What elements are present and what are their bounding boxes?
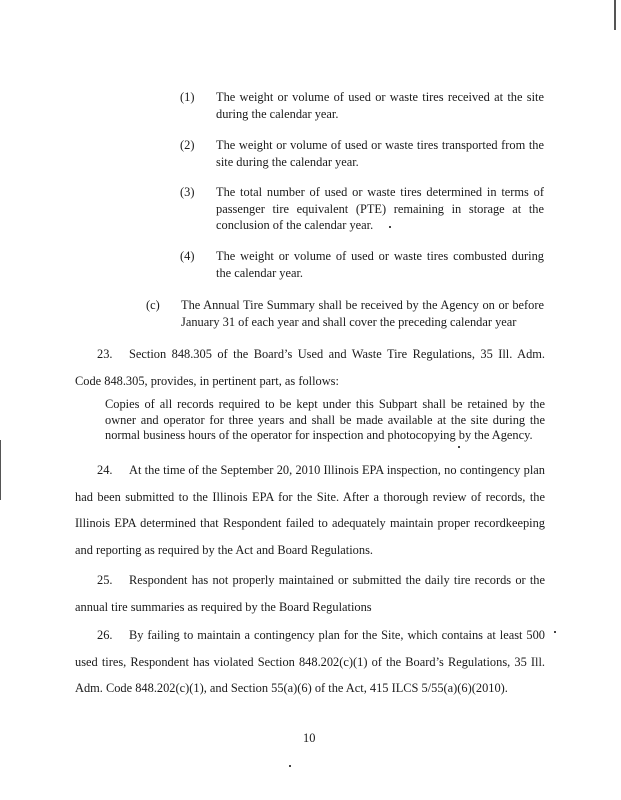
scan-edge-mark [614,0,616,30]
paragraph-25-number: 25. [97,573,113,587]
list-item-4-number: (4) [180,249,195,263]
paragraph-23 [75,341,545,394]
page-number: 10 [303,731,316,745]
list-item-2-number: (2) [180,138,195,152]
scan-edge-mark-left [0,440,1,500]
list-item-1-text: The weight or volume of used or waste tires received at the site during the calendar year. [216,90,544,121]
paragraph-25-text: Respondent has not properly maintained or submitted the daily tire records or the annual tire summaries as required by the Board Regulations [75,573,545,614]
subsection-c-text: The Annual Tire Summary shall be received by the Agency on or before January 31 of each year and shall cover the preceding calendar year [181,298,544,329]
scan-speck [554,631,556,633]
list-item-3-number: (3) [180,185,195,199]
list-item-2-text: The weight or volume of used or waste tires transported from the site during the calendar year. [216,138,544,169]
paragraph-23-number: 23. [97,347,113,361]
paragraph-26-number: 26. [97,628,113,642]
subsection-c-number: (c) [146,298,160,312]
list-item-3-text: The total number of used or waste tires determined in terms of passenger tire equivalent (PTE) remaining in storage at the conclusion of the calendar year. [216,185,544,232]
paragraph-24-text: At the time of the September 20, 2010 Illinois EPA inspection, no contingency plan had been submitted to the Illinois EPA for the Site. After a thorough review of records, the Illinois EPA determined that Respondent failed to adequately maintain proper recordkeeping and reporting as required by the Act and Board Regulations. [75,463,545,557]
scan-speck [458,446,460,448]
paragraph-26-text: By failing to maintain a contingency plan for the Site, which contains at least 500 used tires, Respondent has violated Section 848.202(c)(1) of the Board’s Regulations, 35 Ill. Adm. Code 848.202(c)(1), and Section 55(a)(6) of the Act, 415 ILCS 5/55(a)(6)(2010). [75,628,545,695]
scan-speck [289,765,291,767]
paragraph-26 [75,622,545,702]
list-item-4-text: The weight or volume of used or waste tires combusted during the calendar year. [216,249,544,280]
regulation-quote: Copies of all records required to be kept under this Subpart shall be retained by the owner and operator for three years and shall be made available at the site during the normal business hours of the operator for inspection and photocopying by the Agency. [105,397,545,442]
paragraph-24-number: 24. [97,463,113,477]
paragraph-25 [75,567,545,620]
scan-speck [389,226,391,228]
paragraph-24 [75,457,545,563]
paragraph-23-text: Section 848.305 of the Board’s Used and Waste Tire Regulations, 35 Ill. Adm. Code 848.305, provides, in pertinent part, as follows: [75,347,545,388]
list-item-1-number: (1) [180,90,195,104]
